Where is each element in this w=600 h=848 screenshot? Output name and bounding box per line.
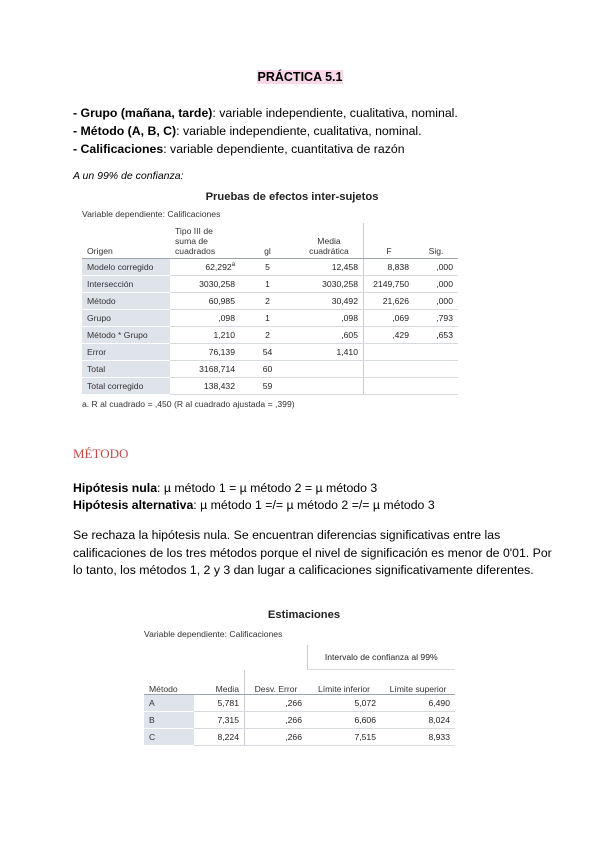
header-upper: Límite superior bbox=[381, 670, 455, 695]
header-mean: Media bbox=[194, 670, 245, 695]
table-row: Total 3168,714 60 bbox=[82, 361, 458, 378]
estimates-header-row bbox=[144, 670, 455, 695]
page-title: PRÁCTICA 5.1 bbox=[257, 70, 343, 84]
table-row: Grupo ,098 1 ,098 ,069 ,793 bbox=[82, 310, 458, 327]
ci-header-row bbox=[144, 645, 455, 670]
estimates-output bbox=[144, 609, 464, 746]
ci-header: Intervalo de confianza al 99% bbox=[307, 645, 455, 670]
table-row: Error 76,139 54 1,410 bbox=[82, 344, 458, 361]
estimates-dependent: Variable dependiente: Calificaciones bbox=[144, 629, 283, 639]
variable-item: - Método (A, B, C): variable independiente, cualitativa, nominal. bbox=[73, 124, 422, 138]
anova-table bbox=[82, 223, 458, 395]
header-lower: Límite inferior bbox=[307, 670, 381, 695]
header-ss: Tipo III de suma de cuadrados bbox=[170, 223, 240, 259]
anova-footnote: a. R al cuadrado = ,450 (R al cuadrado ajustada = ,399) bbox=[82, 399, 295, 409]
header-se: Desv. Error bbox=[245, 670, 308, 695]
estimates-title: Estimaciones bbox=[267, 609, 341, 621]
table-row: B 7,315 ,266 6,606 8,024 bbox=[144, 711, 455, 728]
variables-list bbox=[73, 104, 458, 158]
table-row: Modelo corregido 62,292$^a$ 5 12,458 8,838 ,000 bbox=[82, 259, 458, 276]
table-row: Total corregido 138,432 59 bbox=[82, 378, 458, 395]
anova-header-row bbox=[82, 223, 458, 259]
anova-title: Pruebas de efectos inter-sujetos bbox=[205, 191, 379, 203]
table-row: A 5,781 ,266 5,072 6,490 bbox=[144, 694, 455, 711]
header-method: Método bbox=[144, 670, 194, 695]
conclusion-paragraph: Se rechaza la hipótesis nula. Se encuentran diferencias significativas entre las calificaciones de los tres métodos porque el nivel de significación es menor de 0'01. Por lo tanto, los métodos 1, 2 y 3 dan lugar a calificaciones significativamente diferentes. bbox=[73, 528, 552, 577]
variable-item: - Calificaciones: variable dependiente, cuantitativa de razón bbox=[73, 142, 405, 156]
table-row: Método 60,985 2 30,492 21,626 ,000 bbox=[82, 293, 458, 310]
header-f: F bbox=[364, 223, 415, 259]
header-sig: Sig. bbox=[414, 223, 458, 259]
estimates-table bbox=[144, 645, 455, 746]
header-ms: Media cuadrática bbox=[295, 223, 364, 259]
hypotheses bbox=[73, 480, 435, 514]
section-heading: MÉTODO bbox=[73, 446, 129, 461]
anova-dependent: Variable dependiente: Calificaciones bbox=[82, 209, 221, 219]
anova-output bbox=[82, 191, 502, 409]
table-row: Intersección 3030,258 1 3030,258 2149,750 ,000 bbox=[82, 276, 458, 293]
header-origin: Origen bbox=[82, 223, 170, 259]
variable-item: - Grupo (mañana, tarde): variable independiente, cualitativa, nominal. bbox=[73, 106, 458, 120]
header-gl: gl bbox=[240, 223, 295, 259]
confidence-note: A un 99% de confianza: bbox=[73, 170, 184, 182]
table-row: Método * Grupo 1,210 2 ,605 ,429 ,653 bbox=[82, 327, 458, 344]
table-row: C 8,224 ,266 7,515 8,933 bbox=[144, 728, 455, 745]
null-hypothesis: Hipótesis nula: µ método 1 = µ método 2 = µ método 3 bbox=[73, 481, 378, 495]
alternative-hypothesis: Hipótesis alternativa: µ método 1 =/= µ método 2 =/= µ método 3 bbox=[73, 498, 435, 512]
